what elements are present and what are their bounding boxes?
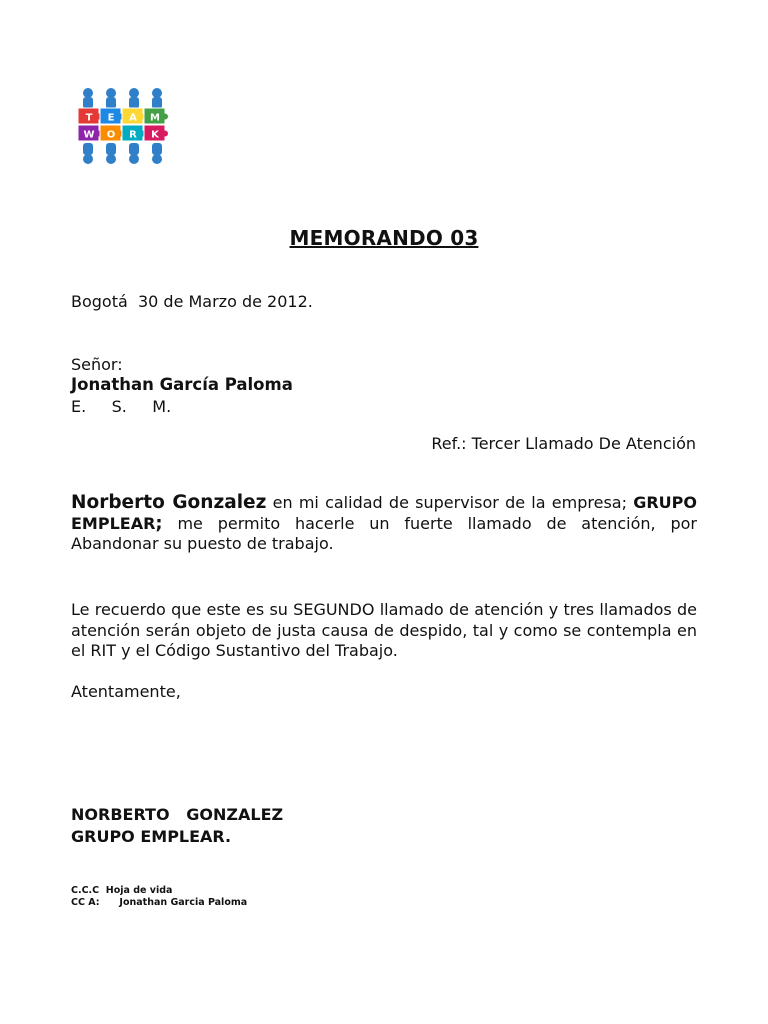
sender-name: Norberto Gonzalez: [71, 492, 267, 513]
person-head: [129, 154, 139, 164]
body-paragraph-2: Le recuerdo que este es su SEGUNDO llamado de atención y tres llamados de atención serán objeto de justa causa de despido, tal y como se contempla en el RIT y el Código Sustantivo del Trabajo.: [71, 600, 697, 660]
teamwork-logo: [74, 86, 172, 166]
semicolon: ;: [155, 512, 163, 534]
puzzle-knob: [162, 114, 168, 120]
puzzle-letter: K: [151, 129, 159, 141]
puzzle-letter: M: [150, 112, 160, 124]
company-name: GRUPO EMPLEAR: [71, 493, 697, 533]
person-head: [83, 154, 93, 164]
paragraph1-text2: me permito hacerle un fuerte llamado de atención, por Abandonar su puesto de trabajo.: [71, 513, 697, 553]
person-body: [129, 143, 139, 155]
puzzle-letter: A: [129, 112, 137, 124]
puzzle-letter: E: [107, 112, 115, 124]
person-head: [152, 154, 162, 164]
person-head: [106, 88, 116, 98]
person-body: [152, 143, 162, 155]
salutation: Señor:: [71, 355, 123, 374]
person-body: [129, 97, 139, 109]
body-paragraph-1: [71, 493, 697, 555]
date-line: Bogotá 30 de Marzo de 2012.: [71, 292, 313, 311]
closing: Atentamente,: [71, 682, 181, 701]
person-head: [83, 88, 93, 98]
signature-company: GRUPO EMPLEAR.: [71, 827, 232, 846]
person-body: [152, 97, 162, 109]
recipient-name: Jonathan García Paloma: [71, 375, 293, 394]
person-body: [106, 143, 116, 155]
puzzle-letter: R: [129, 129, 137, 141]
person-head: [129, 88, 139, 98]
puzzle-letter: O: [106, 129, 116, 141]
esm-abbreviation: E. S. M.: [71, 397, 172, 416]
puzzle-letter: W: [83, 129, 95, 141]
person-body: [106, 97, 116, 109]
person-head: [152, 88, 162, 98]
teamwork-puzzle-icon: [74, 86, 172, 166]
paragraph1-text1: en mi calidad de supervisor de la empresa;: [266, 493, 634, 512]
person-body: [83, 143, 93, 155]
person-body: [83, 97, 93, 109]
memo-title: MEMORANDO 03: [289, 226, 479, 250]
cc-hoja-de-vida: C.C.C Hoja de vida: [71, 885, 173, 896]
puzzle-knob: [162, 131, 168, 137]
reference-line: Ref.: Tercer Llamado De Atención: [431, 434, 696, 453]
person-head: [106, 154, 116, 164]
puzzle-letter: T: [85, 112, 93, 124]
signature-name: NORBERTO GONZALEZ: [71, 805, 284, 824]
cc-recipient: CC A: Jonathan Garcia Paloma: [71, 897, 248, 908]
